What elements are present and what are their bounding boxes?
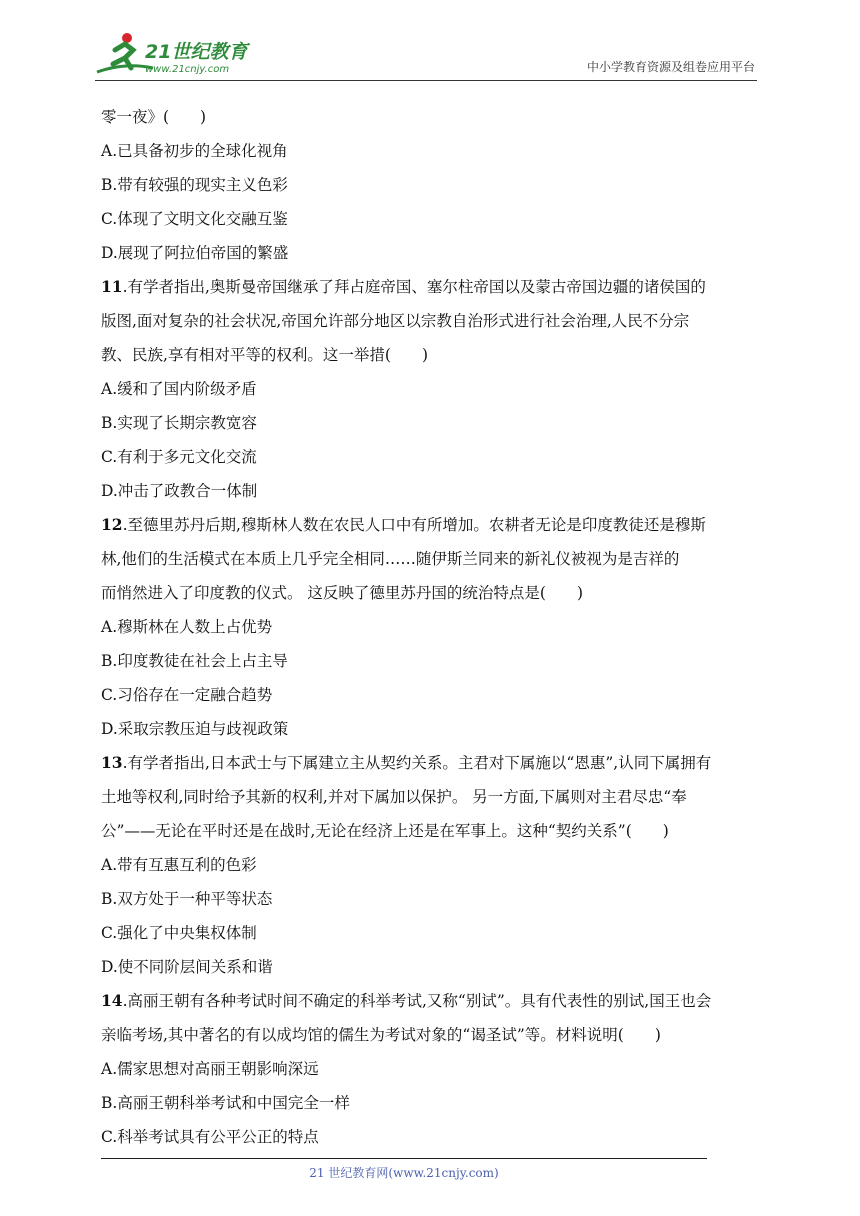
question-14-stem	[101, 984, 771, 1018]
stem-line: .有学者指出,奥斯曼帝国继承了拜占庭帝国、塞尔柱帝国以及蒙古帝国边疆的诸侯国的	[122, 278, 706, 296]
option-13-c: C.强化了中央集权体制	[101, 924, 257, 942]
page-footer: 21 世纪教育网(www.21cnjy.com)	[309, 1166, 499, 1180]
option-14-b: B.高丽王朝科举考试和中国完全一样	[101, 1094, 350, 1112]
stem-line: 土地等权利,同时给予其新的权利,并对下属加以保护。 另一方面,下属则对主君尽忠“奉	[101, 788, 687, 806]
footer-divider	[101, 1158, 707, 1159]
question-number: 12	[101, 515, 123, 534]
option-11-d: D.冲击了政教合一体制	[101, 482, 258, 500]
platform-name: 中小学教育资源及组卷应用平台	[586, 60, 755, 74]
option-11-b: B.实现了长期宗教宽容	[101, 414, 257, 432]
logo-url: www.21cnjy.com	[145, 64, 230, 75]
question-number: 11	[101, 277, 123, 296]
question-11-stem	[101, 270, 771, 304]
option-12-b: B.印度教徒在社会上占主导	[101, 652, 288, 670]
option-11-c: C.有利于多元文化交流	[101, 448, 257, 466]
stem-line: 林,他们的生活模式在本质上几乎完全相同……随伊斯兰同来的新礼仪被视为是吉祥的	[101, 550, 680, 568]
option-10-b: B.带有较强的现实主义色彩	[101, 176, 288, 194]
stem-line: .高丽王朝有各种考试时间不确定的科举考试,又称“别试”。具有代表性的别试,国王也会	[122, 992, 712, 1010]
stem-line: 公”——无论在平时还是在战时,无论在经济上还是在军事上。这种“契约关系”( )	[101, 822, 669, 840]
logo-text: 21世纪教育	[145, 41, 248, 63]
stem-line: 而悄然进入了印度教的仪式。 这反映了德里苏丹国的统治特点是( )	[101, 584, 584, 602]
option-12-c: C.习俗存在一定融合趋势	[101, 686, 273, 704]
option-10-a: A.已具备初步的全球化视角	[101, 142, 288, 160]
option-13-b: B.双方处于一种平等状态	[101, 890, 273, 908]
option-10-d: D.展现了阿拉伯帝国的繁盛	[101, 244, 289, 262]
stem-line: 亲临考场,其中著名的有以成均馆的儒生为考试对象的“谒圣试”等。材料说明( )	[101, 1026, 661, 1044]
option-14-a: A.儒家思想对高丽王朝影响深远	[101, 1060, 319, 1078]
stem-line: 教、民族,享有相对平等的权利。这一举措( )	[101, 346, 429, 364]
option-12-a: A.穆斯林在人数上占优势	[101, 618, 273, 636]
stem-line: .有学者指出,日本武士与下属建立主从契约关系。主君对下属施以“恩惠”,认同下属拥有	[122, 754, 712, 772]
option-14-c: C.科举考试具有公平公正的特点	[101, 1128, 319, 1146]
question-number: 13	[101, 753, 123, 772]
option-13-a: A.带有互惠互利的色彩	[101, 856, 257, 874]
page-header	[95, 28, 757, 81]
question-content	[101, 100, 771, 1154]
question-10-tail: 零一夜》( )	[101, 108, 207, 126]
question-number: 14	[101, 991, 123, 1010]
logo	[95, 28, 265, 78]
question-13-stem	[101, 746, 771, 780]
stem-line: .至德里苏丹后期,穆斯林人数在农民人口中有所增加。农耕者无论是印度教徒还是穆斯	[122, 516, 706, 534]
option-11-a: A.缓和了国内阶级矛盾	[101, 380, 257, 398]
option-12-d: D.采取宗教压迫与歧视政策	[101, 720, 289, 738]
option-10-c: C.体现了文明文化交融互鉴	[101, 210, 288, 228]
option-13-d: D.使不同阶层间关系和谐	[101, 958, 273, 976]
question-12-stem	[101, 508, 771, 542]
stem-line: 版图,面对复杂的社会状况,帝国允许部分地区以宗教自治形式进行社会治理,人民不分宗	[101, 312, 690, 330]
